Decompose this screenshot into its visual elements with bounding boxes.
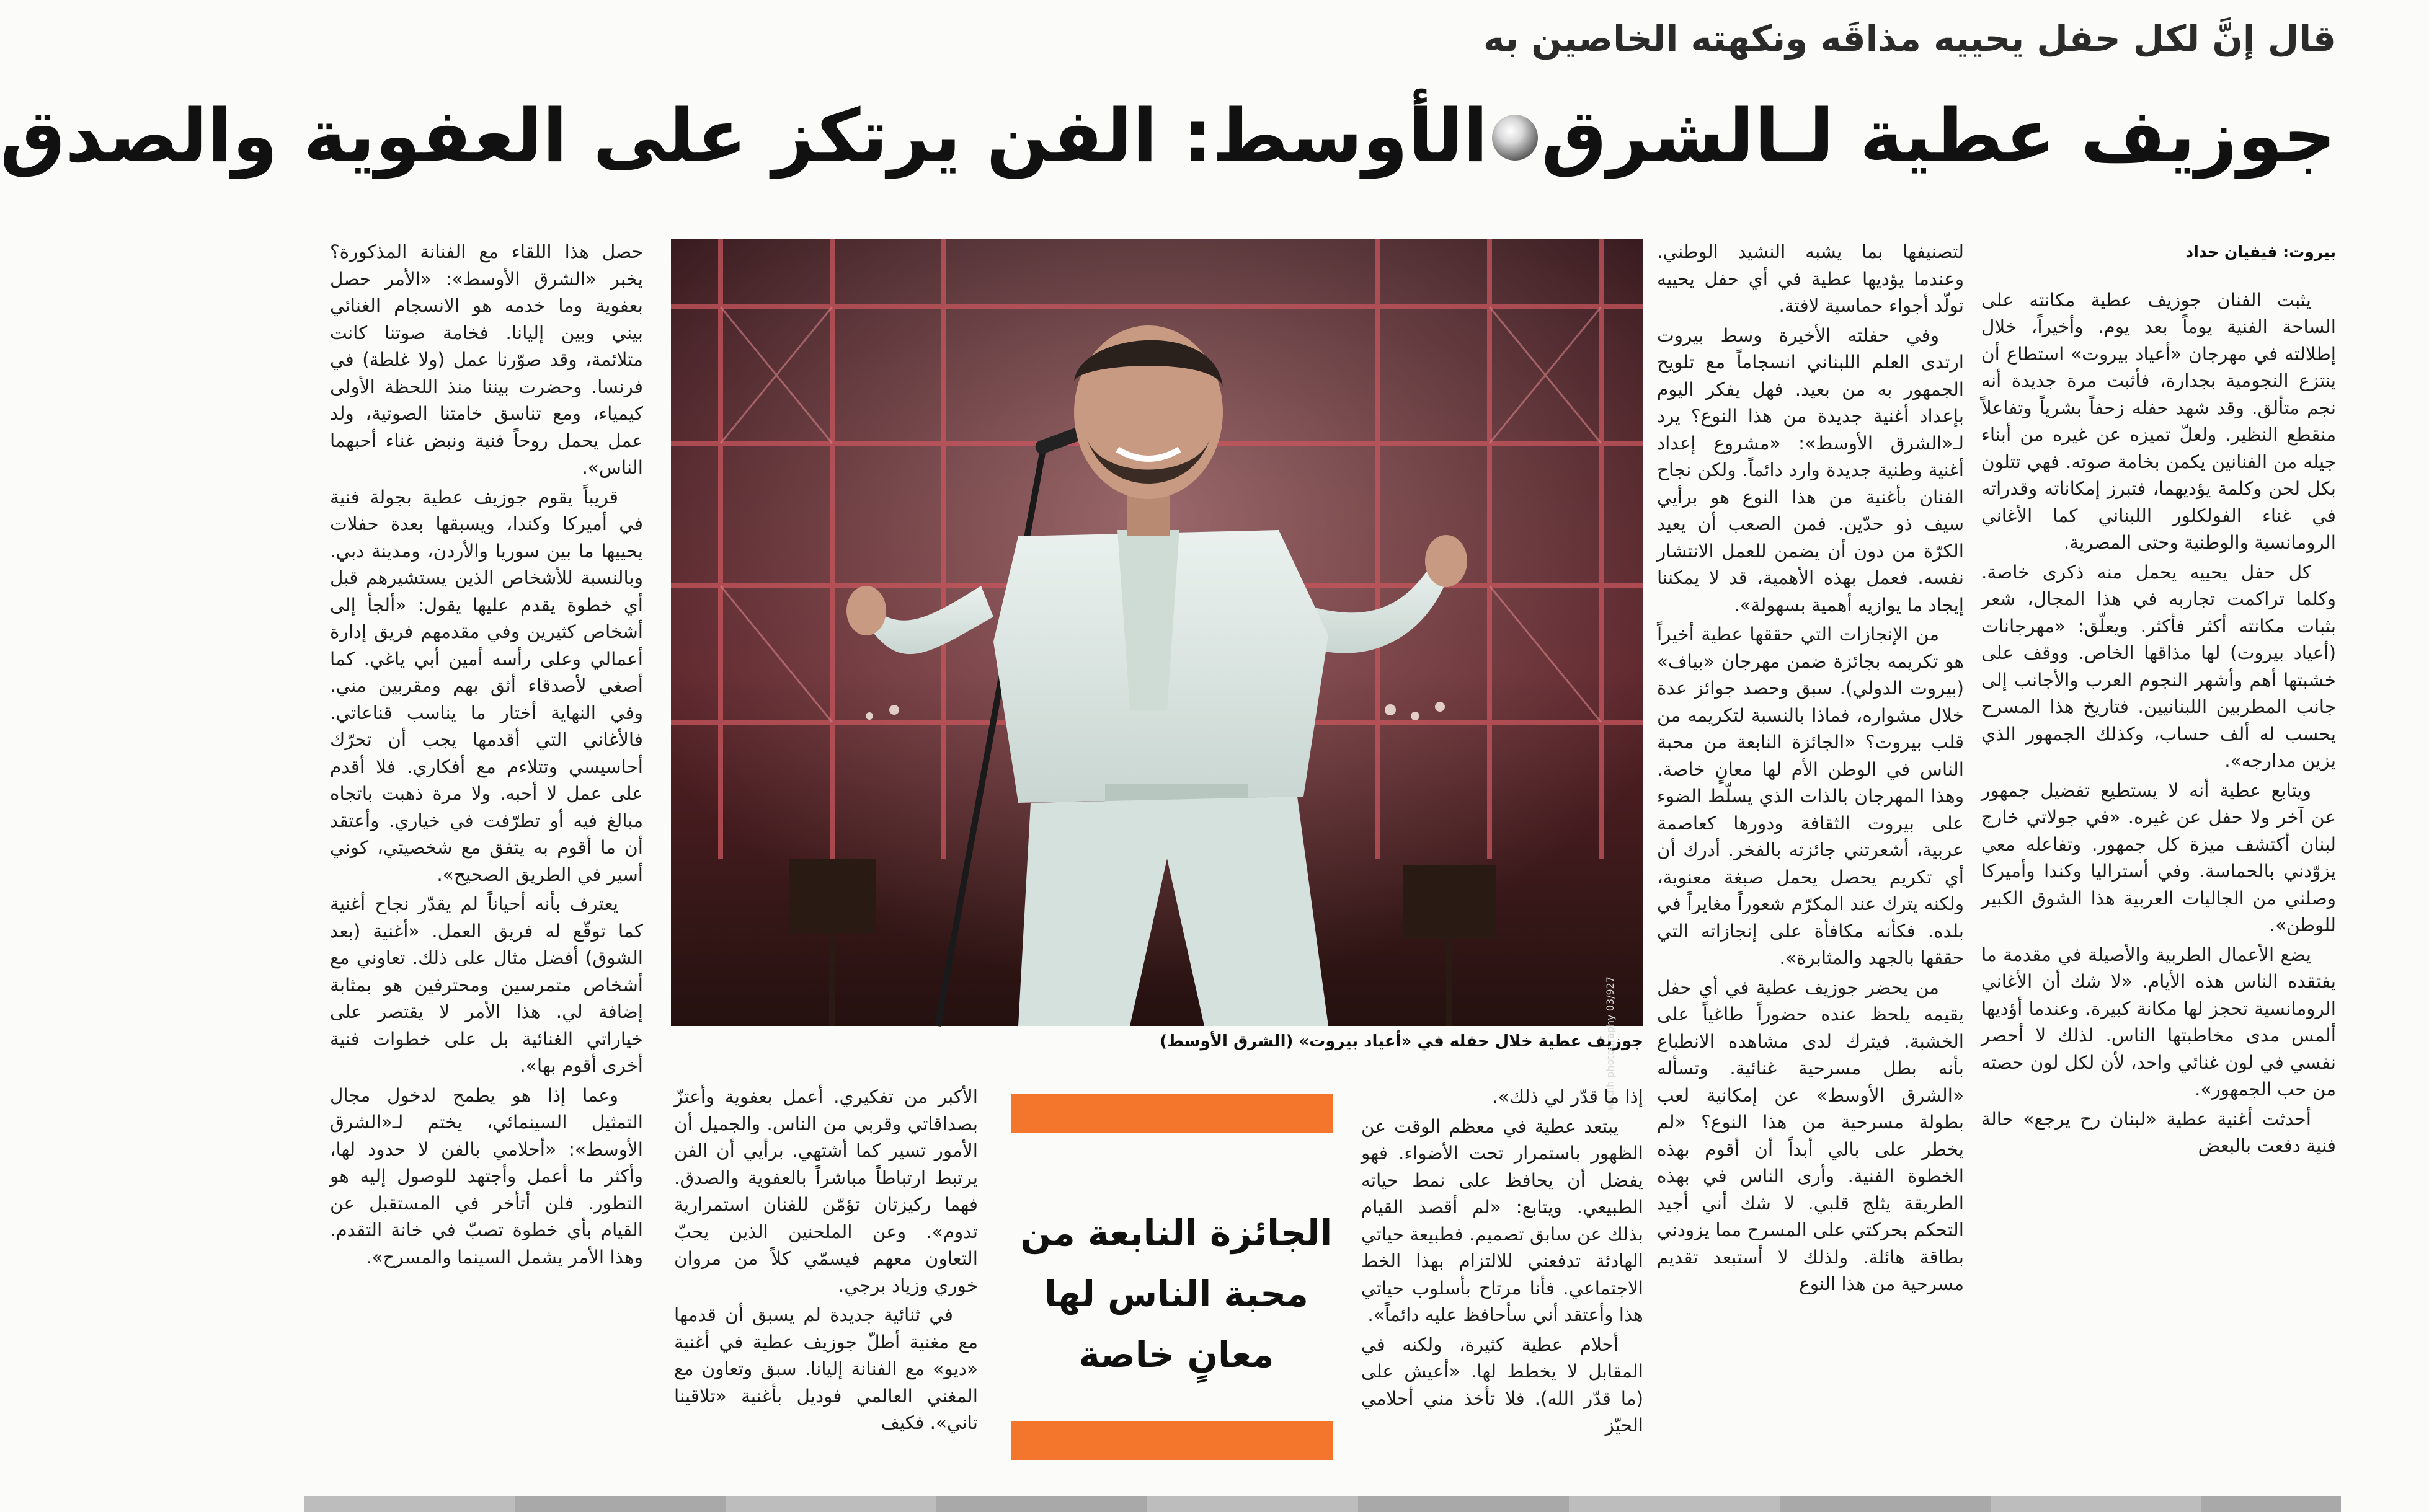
paragraph: كل حفل يحييه يحمل منه ذكرى خاصة. وكلما تراكمت تجاربه في هذا المجال، شعر بثبات مكانته أكثر فأكثر. ويعلّق: «مهرجانات (أعياد بيروت) لها مذاقها الخاص. ووقف على خشبتها أهم وأشهر النجوم العرب والأجانب إلى جانب المطربين اللبنانيين. فتاريخ هذا المسرح يحسب له ألف حساب، وكذلك الجمهور الذي يزين مدارجه». xyxy=(1981,561,2336,771)
pull-quote: الجائزة النابعة من محبة الناس لها معانٍ خاصة xyxy=(1020,1212,1333,1376)
paragraph: قريباً يقوم جوزيف عطية بجولة فنية في أميركا وكندا، ويسبقها بعدة حفلات يحييها ما بين سوريا والأردن، ومدينة دبي. وبالنسبة للأشخاص الذين يستشيرهم قبل أي خطوة يقدم عليها يقول: «ألجأ إلى أشخاص كثيرين وفي مقدمهم فريق إدارة أعمالي وعلى رأسه أمين أبي ياغي. كما أصغي لأصدقاء أثق بهم ومقربين مني. وفي النهاية أختار ما يناسب قناعاتي. فالأغاني التي أقدمها يجب أن تحرّك أحاسيسي وتتلاءم مع أفكاري. فلا أقدم على عمل لا أحبه. ولا مرة ذهبت باتجاه مبالغ فيه أو تطرّفت في خياري. وأعتقد أن ما أقوم به يتفق مع شخصيتي، كوني أسير في الطريق الصحيح». xyxy=(330,486,643,885)
paragraph: ويتابع عطية أنه لا يستطيع تفضيل جمهور عن آخر ولا حفل عن غيره. «في جولاتي خارج لبنان أكتشف ميزة كل جمهور. وتفاعله معي يزوّدني بالحماسة. وفي أستراليا وكندا وأميركا وصلني من الجاليات العربية هذا الشوق الكبير للوطن». xyxy=(1981,779,2336,935)
photo-caption: جوزيف عطية خلال حفله في «أعياد بيروت» (الشرق الأوسط) xyxy=(1160,1032,1643,1051)
paragraph: في ثنائية جديدة لم يسبق أن قدمها مع مغنية أطلّ جوزيف عطية في أغنية «ديو» مع الفنانة إليانا. سبق وتعاون مع المغني العالمي فوديل بأغنية «تلاقينا تاني». فكيف xyxy=(674,1304,978,1433)
paragraph: يضع الأعمال الطربية والأصيلة في مقدمة ما يفتقده الناس هذه الأيام. «لا شك أن الأغاني الرومانسية تحجز لها مكانة كبيرة. وعندما أؤديها ألمس مدى مخاطبتها الناس. لذلك لا أحصر نفسي في لون غنائي واحد، لأن لكل لون حصته من حب الجمهور». xyxy=(1981,944,2336,1100)
pullquote-bar-top xyxy=(1011,1094,1333,1133)
article-column-2 xyxy=(1657,239,1964,1301)
paragraph: أحلام عطية كثيرة، ولكنه في المقابل لا يخطط لها. «أعيش على (ما قدّر الله). فلا تأخذ مني أحلامي الحيّز xyxy=(1361,1333,1643,1436)
brand-name-left: الشرق xyxy=(1541,93,1782,179)
article-column-4 xyxy=(674,1084,978,1439)
paragraph: يثبت الفنان جوزيف عطية مكانته على الساحة الفنية يوماً بعد يوم. وأخيراً، خلال إطلالته في مهرجان «أعياد بيروت» استطاع أن ينتزع النجومية بجدارة، فأثبت مرة جديدة أنه نجم متألق. وقد شهد حفله زحفاً بشرياً وتفاعلاً منقطع النظير. ولعلّ تميزه عن غيره من أبناء جيله من الفنانين يكمن بخامة صوته. فهي تتلون بكل لحن وكلمة يؤديهما، فتبرز إمكاناته وقدراته في غناء الفولكلور اللبناني كما الأغاني الرومانسية والوطنية وحتى المصرية. xyxy=(1981,289,2336,553)
byline: بيروت: فيفيان حداد xyxy=(2185,243,2336,261)
paragraph: لتصنيفها بما يشبه النشيد الوطني. وعندما يؤديها عطية في أي حفل يحييه تولّد أجواء حماسية لافتة. xyxy=(1657,241,1964,316)
paragraph: أحدثت أغنية عطية «لبنان رح يرجع» حالة فنية دفعت بالبعض xyxy=(1981,1108,2336,1156)
paragraph: يبتعد عطية في معظم الوقت عن الظهور باستمرار تحت الأضواء. فهو يفضل أن يحافظ على نمط حياته الطبيعي. ويتابع: «لم أقصد القيام بذلك عن سابق تصميم. فطبيعة حياتي الهادئة تدفعني للالتزام بهذا الخط الاجتماعي. فأنا مرتاح بأسلوب حياتي هذا وأعتقد أني سأحافظ عليه دائماً». xyxy=(1361,1115,1643,1325)
kicker: قال إنَّ لكل حفل يحييه مذاقَه ونكهته الخاصين به xyxy=(1483,17,2336,60)
paragraph: حصل هذا اللقاء مع الفنانة المذكورة؟ يخبر «الشرق الأوسط»: «الأمر حصل بعفوية وما خدمه هو الانسجام الغنائي بيني وبين إليانا. فخامة صوتنا كانت متلائمة، وقد صوّرنا عمل (ولا غلطة) في فرنسا. وحضرت بيننا منذ اللحظة الأولى كيمياء، ومع تناسق خامتنا الصوتية، ولد عمل يحمل روحاً فنية ونبض غناء أحبهما الناس». xyxy=(330,241,643,478)
headline-part1: جوزيف عطية لـ xyxy=(1782,93,2336,179)
article-column-1 xyxy=(1981,239,2336,1162)
paragraph: من الإنجازات التي حققها عطية أخيراً هو تكريمه بجائزة ضمن مهرجان «بياف» (بيروت الدولي). سبق وحصد جوائز عدة خلال مشواره، فماذا بالنسبة لتكريمه من قلب بيروت؟ «الجائزة النابعة من محبة الناس في الوطن الأم لها معانٍ خاصة. وهذا المهرجان بالذات الذي يسلّط الضوء على بيروت الثقافة ودورها كعاصمة عربية، أشعرتني جائزته بالفخر. أدرك أن أي تكريم يحصل يحمل صبغة معنوية، ولكنه يترك عند المكرّم شعوراً مغايراً في بلده. فكأنه مكافأة على إنجازاته التي حققها بالجهد والمثابرة». xyxy=(1657,624,1964,968)
paragraph: وعما إذا هو يطمح لدخول مجال التمثيل السينمائي، يختم لـ«الشرق الأوسط»: «أحلامي بالفن لا حدود لها، وأكثر ما أعمل وأجتهد للوصول إليه هو التطور. فلن أتأخر في المستقبل عن القيام بأي خطوة تصبّ في خانة التقدم. وهذا الأمر يشمل السينما والمسرح». xyxy=(330,1084,643,1268)
page-footer-strip xyxy=(304,1496,2341,1512)
paragraph: وفي حفلته الأخيرة وسط بيروت ارتدى العلم اللبناني انسجاماً مع تلويح الجمهور به من بعيد. فهل يفكر اليوم بإعداد أغنية جديدة من هذا النوع؟ يرد لـ«الشرق الأوسط»: «مشروع إعداد أغنية وطنية جديدة وارد دائماً. ولكن نجاح الفنان بأغنية من هذا النوع هو برأيي سيف ذو حدّين. فمن الصعب أن يعيد الكرّة من دون أن يضمن للعمل الانتشار نفسه. فعمل بهذه الأهمية، قد لا يمكننا إيجاد ما يوازيه أهمية بسهولة». xyxy=(1657,324,1964,616)
brand-name-right: الأوسط xyxy=(1212,93,1488,179)
paragraph: من يحضر جوزيف عطية في أي حفل يقيمه يلحظ عنده حضوراً طاغياً على الخشبة. فيترك لدى مشاهده الانطباع بأنه بطل مسرحية غنائية. وتسأله «الشرق الأوسط» عن إمكانية لعب بطولة مسرحية من هذا النوع؟ «لم يخطر على بالي أبداً أن أقوم بهذه الخطوة الفنية. وأرى الناس في بهذه الطريقة يثلج قلبي. لا شك أني أجيد التحكم بحركتي على المسرح مما يزودني بطاقة هائلة. ولذلك لا أستبعد تقديم مسرحية من هذا النوع xyxy=(1657,976,1964,1294)
article-column-5 xyxy=(330,239,643,1273)
headline xyxy=(0,93,2336,179)
pullquote-bar-bottom xyxy=(1011,1421,1333,1460)
photo-credit: wadih photography 03/927 xyxy=(1604,976,1616,1111)
paragraph: الأكبر من تفكيري. أعمل بعفوية وأعتزّ بصداقاتي وقربي من الناس. والجميل أن الأمور تسير كما أشتهي. برأيي أن الفن يرتبط ارتباطاً مباشراً بالعفوية والصدق. فهما ركيزتان تؤمّن للفنان استمرارية تدوم». وعن الملحنين الذين يحبّ التعاون معهم فيسمّي كلاً من مروان خوري وزياد برجي. xyxy=(674,1086,978,1296)
article-column-3 xyxy=(1361,1084,1643,1442)
brand-globe-icon xyxy=(1492,115,1538,161)
headline-part2: : الفن يرتكز على العفوية والصدق xyxy=(0,93,1212,179)
paragraph: يعترف بأنه أحياناً لم يقدّر نجاح أغنية كما توقّع له فريق العمل. «أغنية (بعد الشوق) أفضل مثال على ذلك. تعاوني مع أشخاص متمرسين ومحترفين هو بمثابة إضافة لي. هذا الأمر لا يقتصر على خياراتي الغنائية بل على خطوات فنية أخرى أقوم بها». xyxy=(330,893,643,1076)
paragraph: إذا ما قدّر لي ذلك». xyxy=(1492,1086,1643,1107)
